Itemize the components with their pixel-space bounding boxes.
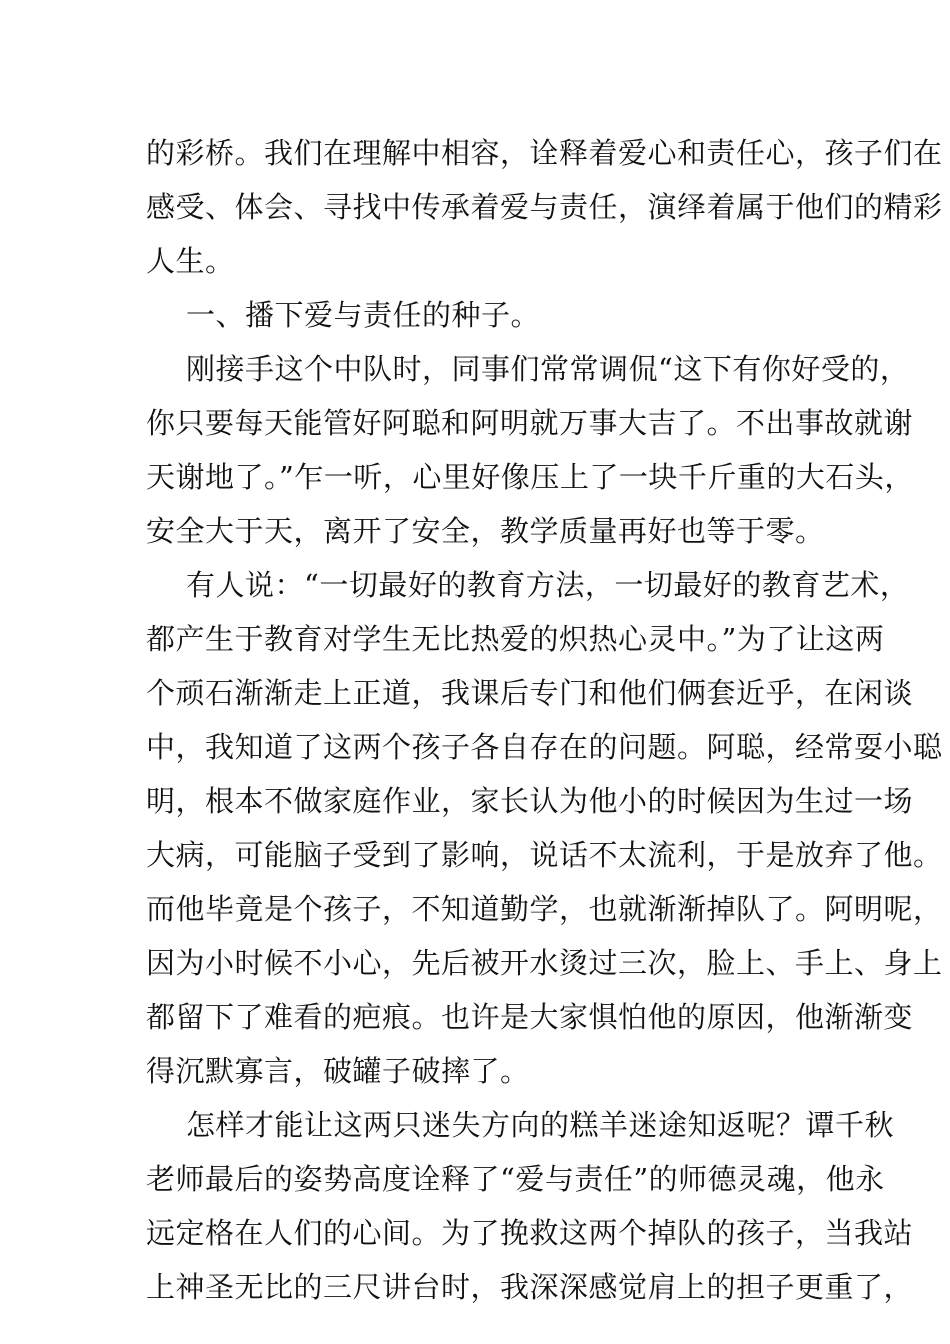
text-line: 上神圣无比的三尺讲台时，我深深感觉肩上的担子更重了， — [146, 1270, 914, 1304]
text-line: 明，根本不做家庭作业，家长认为他小的时候因为生过一场 — [146, 784, 914, 818]
text-line: 老师最后的姿势高度诠释了“爱与责任”的师德灵魂，他永 — [146, 1162, 885, 1196]
text-line: 都留下了难看的疤痕。也许是大家惧怕他的原因，他渐渐变 — [146, 1000, 914, 1034]
text-line: 都产生于教育对学生无比热爱的炽热心灵中。”为了让这两 — [146, 622, 885, 656]
text-line: 你只要每天能管好阿聪和阿明就万事大吉了。不出事故就谢 — [146, 406, 914, 440]
text-line: 天谢地了。”乍一听，心里好像压上了一块千斤重的大石头， — [146, 460, 914, 494]
text-line: 人生。 — [146, 244, 235, 278]
document-body — [146, 126, 943, 1314]
text-line: 大病，可能脑子受到了影响，说话不太流利，于是放弃了他。 — [146, 838, 943, 872]
text-line: 怎样才能让这两只迷失方向的糕羊迷途知返呢？谭千秋 — [186, 1108, 895, 1142]
text-line: 远定格在人们的心间。为了挽救这两个掉队的孩子，当我站 — [146, 1216, 914, 1250]
text-line: 的彩桥。我们在理解中相容，诠释着爱心和责任心，孩子们在 — [146, 136, 943, 170]
text-line: 个顽石渐渐走上正道，我课后专门和他们俩套近乎，在闲谈 — [146, 676, 914, 710]
text-line: 得沉默寡言，破罐子破摔了。 — [146, 1054, 530, 1088]
text-line: 因为小时候不小心，先后被开水烫过三次，脸上、手上、身上 — [146, 946, 943, 980]
text-line: 而他毕竟是个孩子，不知道勤学，也就渐渐掉队了。阿明呢， — [146, 892, 943, 926]
text-line: 安全大于天，离开了安全，教学质量再好也等于零。 — [146, 514, 825, 548]
text-line: 刚接手这个中队时，同事们常常调侃“这下有你好受的， — [186, 352, 910, 386]
text-line: 有人说：“一切最好的教育方法，一切最好的教育艺术， — [186, 568, 910, 602]
section-heading: 一、播下爱与责任的种子。 — [186, 298, 541, 332]
text-line: 感受、体会、寻找中传承着爱与责任，演绎着属于他们的精彩 — [146, 190, 943, 224]
text-line: 中，我知道了这两个孩子各自存在的问题。阿聪，经常耍小聪 — [146, 730, 943, 764]
